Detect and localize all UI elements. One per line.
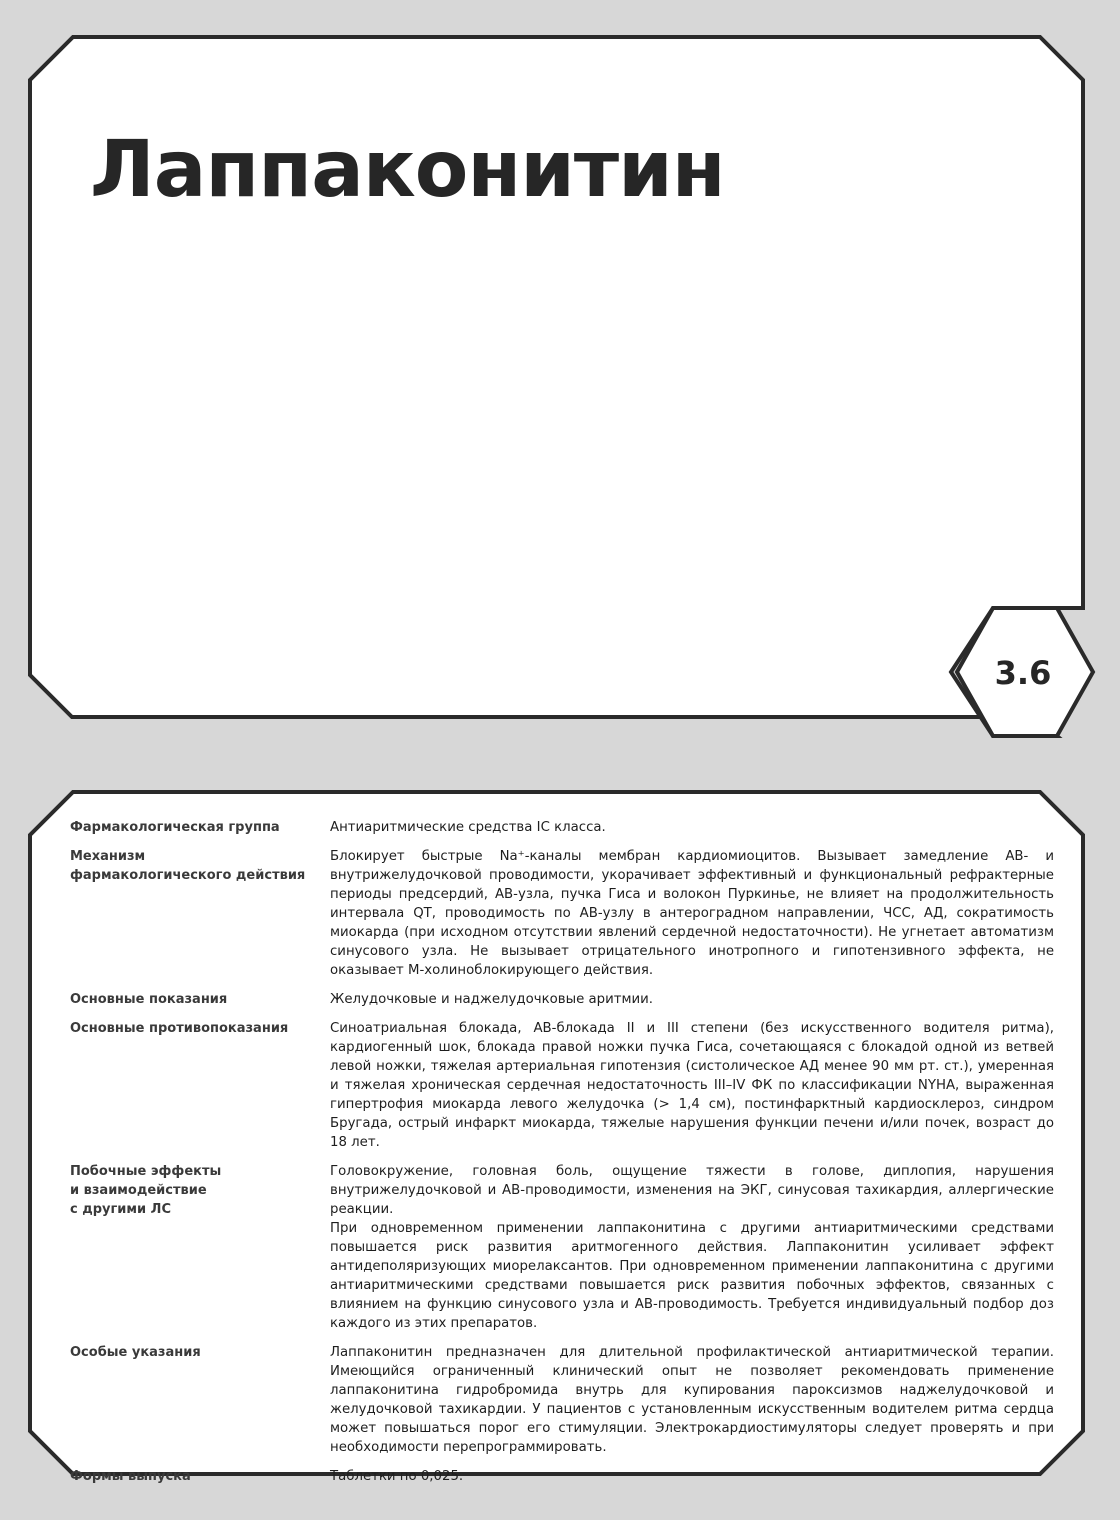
info-row <box>70 847 1054 980</box>
info-paragraph: Головокружение, головная боль, ощущение тяжести в голове, диплопия, нарушения внутрижелудочковой и АВ-проводимости, изменения на ЭКГ, синусовая тахикардия, аллергические реакции. <box>330 1164 1054 1217</box>
info-row-label: Основные противопоказания <box>70 1021 289 1036</box>
info-row-label: Фармакологическая группа <box>70 820 280 835</box>
info-row-value <box>330 1162 1054 1333</box>
drug-info-table <box>70 818 1054 1496</box>
info-row-label: Механизм фармакологического действия <box>70 849 306 883</box>
info-row-value <box>330 818 1054 837</box>
info-row <box>70 818 1054 837</box>
info-paragraph: Блокирует быстрые Na⁺-каналы мембран кардиомиоцитов. Вызывает замедление АВ- и внутрижелудочковой проводимости, укорачивает эффективный и функциональный рефрактерные периоды предсердий, АВ-узла, пучка Гиса и волокон Пуркинье, не влияет на продолжительность интервала QT, проводимость по АВ-узлу в антероградном направлении, ЧСС, АД, сократимость миокарда (при исходном отсутствии явлений сердечной недостаточности). Не угнетает автоматизм синусового узла. Не вызывает отрицательного инотропного и гипотензивного эффекта, не оказывает М-холиноблокирующего действия. <box>330 849 1054 978</box>
info-row-value <box>330 1343 1054 1457</box>
info-row-value <box>330 1019 1054 1152</box>
info-row-label: Особые указания <box>70 1345 201 1360</box>
info-row <box>70 1019 1054 1152</box>
info-row <box>70 1467 1054 1486</box>
info-row-label: Побочные эффекты и взаимодействие с другими ЛС <box>70 1164 222 1217</box>
info-row-value <box>330 847 1054 980</box>
info-row <box>70 1343 1054 1457</box>
drug-title: Лаппаконитин <box>90 125 725 215</box>
info-row <box>70 1162 1054 1333</box>
info-row <box>70 990 1054 1009</box>
info-paragraph: Таблетки по 0,025. <box>330 1469 464 1484</box>
info-row-label: Формы выпуска <box>70 1469 191 1484</box>
info-paragraph: Синоатриальная блокада, АВ-блокада II и III степени (без искусственного водителя ритма), кардиогенный шок, блокада правой ножки пучка Гиса, сочетающаяся с блокадой одной из ветвей левой ножки, тяжелая артериальная гипотензия (систолическое АД менее 90 мм рт. ст.), умеренная и тяжелая хроническая сердечная недостаточность III–IV ФК по классификации NYHA, выраженная гипертрофия миокарда левого желудочка (> 1,4 см), постинфарктный кардиосклероз, синдром Бругада, острый инфаркт миокарда, тяжелые нарушения функции печени и/или почек, возраст до 18 лет. <box>330 1021 1054 1150</box>
info-row-value <box>330 1467 1054 1486</box>
info-row-label: Основные показания <box>70 992 228 1007</box>
info-paragraph: Лаппаконитин предназначен для длительной профилактической антиаритмической терапии. Имеющийся ограниченный клинический опыт не позволяет рекомендовать применение лаппаконитина гидробромида внутрь для купирования пароксизмов наджелудочковой и желудочковой тахикардии. У пациентов с установленным искусственным водителем ритма сердца может повышаться порог его стимуляции. Электрокардиостимуляторы следует проверять и при необходимости перепрограммировать. <box>330 1345 1054 1455</box>
card-number: 3.6 <box>994 654 1052 692</box>
info-row-value <box>330 990 1054 1009</box>
info-paragraph: При одновременном применении лаппаконитина с другими антиаритмическими средствами повышается риск развития аритмогенного действия. Лаппаконитин усиливает эффект антидеполяризующих миорелаксантов. При одновременном применении лаппаконитина с другими антиаритмическими средствами повышается риск развития побочных эффектов, связанных с влиянием на функцию синусового узла и АВ-проводимость. Требуется индивидуальный подбор доз каждого из этих препаратов. <box>330 1221 1054 1331</box>
info-paragraph: Желудочковые и наджелудочковые аритмии. <box>330 992 654 1007</box>
info-paragraph: Антиаритмические средства IC класса. <box>330 820 606 835</box>
